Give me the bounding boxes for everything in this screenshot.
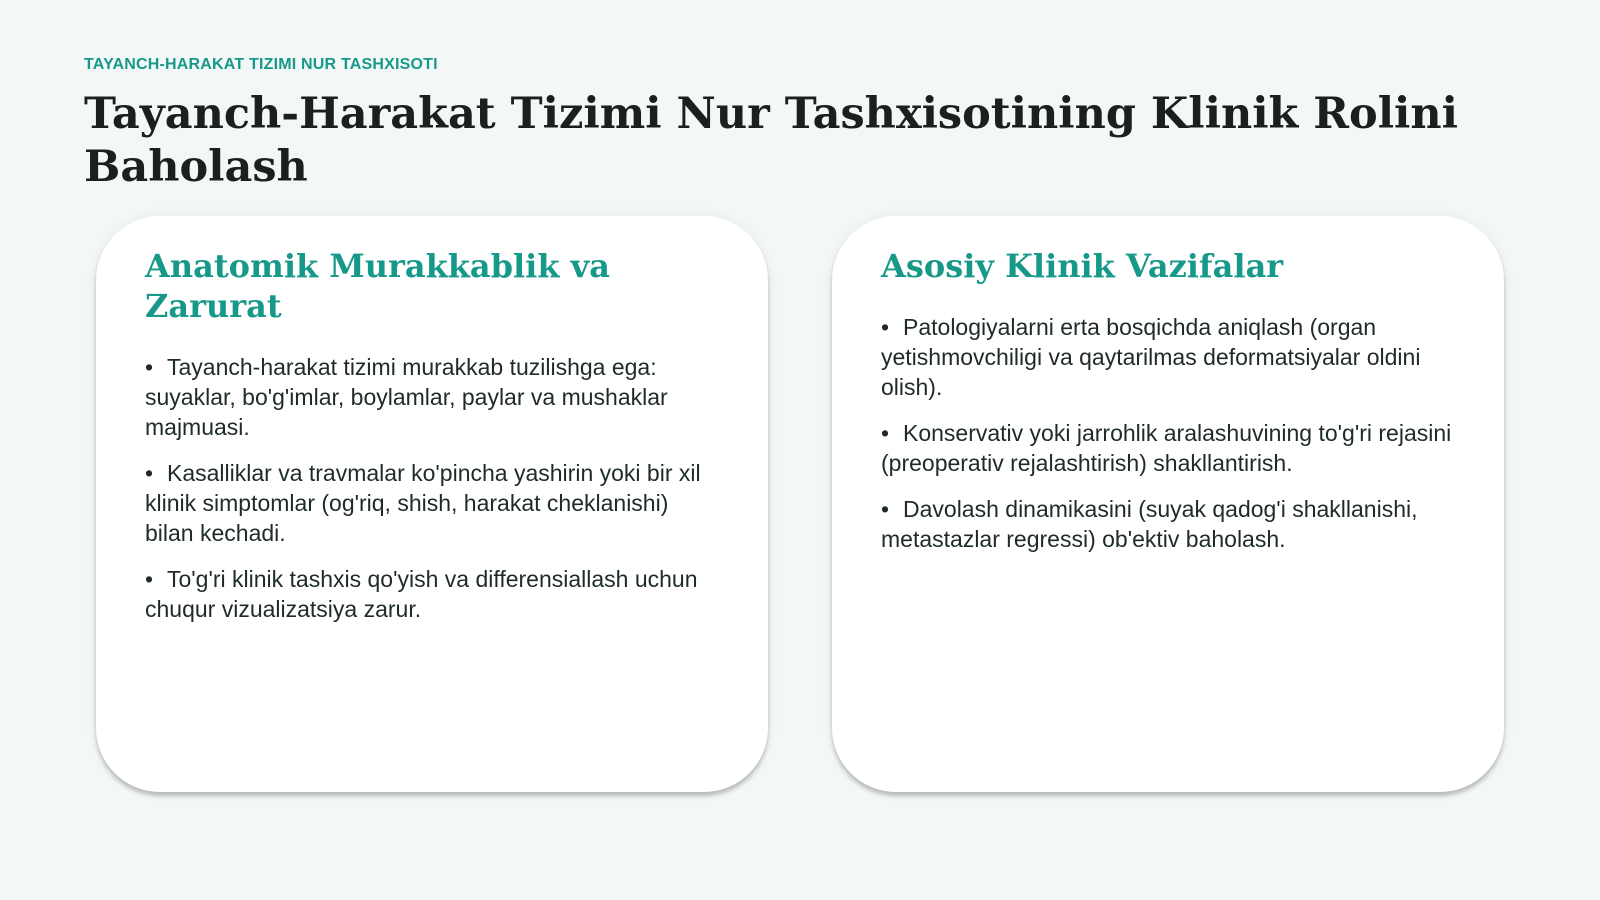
bullet-list	[145, 352, 718, 624]
bullet-text: Tayanch-harakat tizimi murakkab tuzilishga ega: suyaklar, bo'g'imlar, boylamlar, paylar va mushaklar majmuasi.	[145, 354, 668, 440]
bullet-text: Konservativ yoki jarrohlik aralashuvining to'g'ri rejasini (preoperativ rejalashtirish) shakllantirish.	[881, 420, 1452, 476]
slide-title: Tayanch-Harakat Tizimi Nur Tashxisotining Klinik Rolini Baholash	[84, 89, 1458, 192]
bullet-item	[145, 458, 718, 548]
card-clinical-tasks	[832, 216, 1504, 792]
bullet-dot-icon: •	[881, 314, 890, 340]
bullet-dot-icon: •	[145, 460, 154, 486]
slide-eyebrow: TAYANCH-HARAKAT TIZIMI NUR TASHXISOTI	[84, 56, 438, 73]
bullet-text: To'g'ri klinik tashxis qo'yish va differensiallash uchun chuqur vizualizatsiya zarur.	[145, 566, 698, 622]
bullet-item	[881, 418, 1454, 478]
bullet-item	[145, 352, 718, 442]
bullet-dot-icon: •	[881, 496, 890, 522]
bullet-dot-icon: •	[145, 566, 154, 592]
card-title: Asosiy Klinik Vazifalar	[881, 247, 1284, 285]
bullet-item	[881, 494, 1454, 554]
bullet-item	[881, 312, 1454, 402]
bullet-text: Davolash dinamikasini (suyak qadog'i shakllanishi, metastazlar regressi) ob'ektiv baholash.	[881, 496, 1418, 552]
bullet-list	[881, 312, 1454, 554]
bullet-text: Kasalliklar va travmalar ko'pincha yashirin yoki bir xil klinik simptomlar (og'riq, shish, harakat cheklanishi) bilan kechadi.	[145, 460, 701, 546]
card-anatomical-complexity	[96, 216, 768, 792]
card-title: Anatomik Murakkablik va Zarurat	[145, 247, 610, 325]
bullet-item	[145, 564, 718, 624]
bullet-dot-icon: •	[145, 354, 154, 380]
bullet-dot-icon: •	[881, 420, 890, 446]
bullet-text: Patologiyalarni erta bosqichda aniqlash (organ yetishmovchiligi va qaytarilmas deformatsiyalar oldini olish).	[881, 314, 1421, 400]
